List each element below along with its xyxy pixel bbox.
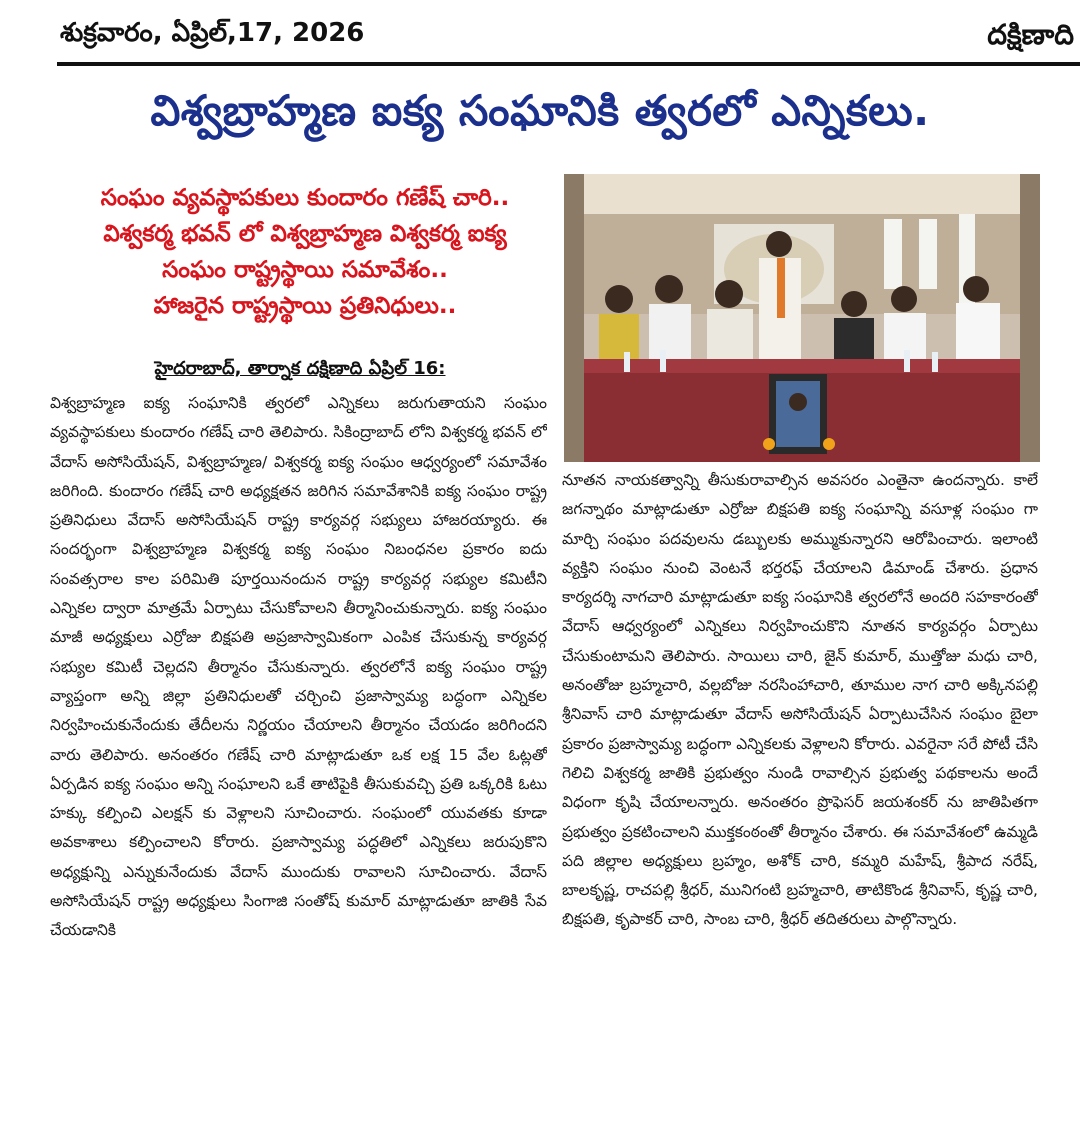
- dateline: హైదరాబాద్, తార్నాక దక్షిణాది ఏప్రిల్ 16:: [154, 358, 446, 379]
- subhead-line: విశ్వకర్మ భవన్ లో విశ్వబ్రాహ్మణ విశ్వకర్మ ఐక్య: [103, 221, 507, 247]
- article-column-left: విశ్వబ్రాహ్మణ ఐక్య సంఘానికి త్వరలో ఎన్నికలు జరుగుతాయని సంఘం వ్యవస్థాపకులు కుందారం గణేష్ చారి తెలిపారు. సికింద్రాబాద్ లోని విశ్వకర్మ భవన్ లో వేదాస్ అసోసియేషన్, విశ్వబ్రాహ్మణ/ విశ్వకర్మ ఐక్య సంఘం ఆధ్వర్యంలో సమావేశం జరిగింది. కుందారం గణేష్ చారి అధ్యక్షతన జరిగిన సమావేశానికి ఐక్య సంఘం రాష్ట్ర ప్రతినిధులు వేదాస్ అసోసియేషన్ రాష్ట్ర కార్యవర్గ సభ్యులు హాజరయ్యారు. ఈ సందర్భంగా విశ్వబ్రాహ్మణ విశ్వకర్మ ఐక్య సంఘం నిబంధనల ప్రకారం ఐదు సంవత్సరాల కాల పరిమితి పూర్తయినందున రాష్ట్ర కార్యవర్గ సభ్యుల కమిటీని ఎన్నికల ద్వారా మాత్రమే ఏర్పాటు చేసుకోవాలని తీర్మానించుకున్నారు. ఐక్య సంఘం మాజీ అధ్యక్షులు ఎర్రోజు బిక్షపతి అప్రజాస్వామికంగా ఎంపిక చేసుకున్న కార్యవర్గ సభ్యుల కమిటీ చెల్లదని తీర్మానం చేసుకున్నారు. త్వరలోనే ఐక్య సంఘం రాష్ట్ర వ్యాప్తంగా అన్ని జిల్లా ప్రతినిధులతో చర్చించి ప్రజాస్వామ్య బద్ధంగా ఎన్నికల నిర్వహించుకునేందుకు తేదీలను నిర్ణయం చేయాలని తీర్మానం చేయడం జరిగిందని వారు తెలిపారు. అనంతరం గణేష్ చారి మాట్లాడుతూ ఒక లక్ష 15 వేల ఓట్లతో ఏర్పడిన ఐక్య సంఘం అన్ని సంఘాలని ఒకే తాటిపైకి తీసుకువచ్చి ప్రతి ఒక్కరికి ఓటు హక్కు కల్పించి ఎలక్షన్ కు వెళ్లాలని సూచించారు. సంఘంలో యువతకు కూడా అవకాశాలు కల్పించాలని కోరారు. ప్రజాస్వామ్య పద్ధతిలో ఎన్నికలు జరుపుకొని అధ్యక్షున్ని ఎన్నుకునేందుకు వేదాస్ ముందుకు రావాలని సూచించారు. వేదాస్ అసోసియేషన్ రాష్ట్ర అధ్యక్షులు సింగాజి సంతోష్ కుమార్ మాట్లాడుతూ జాతికి సేవ చేయడానికి: [50, 394, 547, 940]
- newspaper-name: దక్షిణాది: [987, 18, 1074, 51]
- meeting-photo: [564, 174, 1040, 462]
- masthead: [60, 14, 1080, 60]
- subhead-line: సంఘం రాష్ట్రస్థాయి సమావేశం..: [162, 257, 448, 283]
- news-photo: [564, 174, 1040, 462]
- headline: విశ్వబ్రాహ్మణ ఐక్య సంఘానికి త్వరలో ఎన్నికలు.: [150, 86, 930, 135]
- subheads: [50, 180, 560, 324]
- masthead-rule: [57, 62, 1080, 66]
- article-column-right: నూతన నాయకత్వాన్ని తీసుకురావాల్సిన అవసరం ఎంతైనా ఉందన్నారు. కాలే జగన్నాథం మాట్లాడుతూ ఎర్రోజు బిక్షపతి ఐక్య సంఘాన్ని వసూళ్ల సంఘం గా మార్చి సంఘం పదవులను డబ్బులకు అమ్ముకున్నారని ఆరోపించారు. ఇలాంటి వ్యక్తిని సంఘం నుంచి వెంటనే భర్తరఫ్ చేయాలని డిమాండ్ చేశారు. ప్రధాన కార్యదర్శి నాగచారి మాట్లాడుతూ ఐక్య సంఘానికి త్వరలోనే అందరి సహకారంతో వేదాస్ ఆధ్వర్యంలో ఎన్నికలు నిర్వహించుకొని నూతన కార్యవర్గం ఏర్పాటు చేసుకుంటామని తెలిపారు. సాయిలు చారి, జైన్ కుమార్, ముత్తోజు మధు చారి, అనంతోజు బ్రహ్మచారి, వల్లబోజు నరసింహాచారి, తూముల నాగ చారి అక్కినపల్లి శ్రీనివాస్ చారి మాట్లాడుతూ వేదాస్ అసోసియేషన్ ఏర్పాటుచేసిన సంఘం బైలా ప్రకారం ప్రజాస్వామ్య బద్ధంగా ఎన్నికలకు వెళ్లాలని కోరారు. ఎవరైనా సరే పోటీ చేసి గెలిచి విశ్వకర్మ జాతికి ప్రభుత్వం నుండి రావాల్సిన ప్రభుత్వ పథకాలను అందే విధంగా కృషి చేయాలన్నారు. అనంతరం ప్రొఫెసర్ జయశంకర్ ను జాతిపితగా ప్రభుత్వం ప్రకటించాలని ముక్తకంఠంతో తీర్మానం చేశారు. ఈ సమావేశంలో ఉమ్మడి పది జిల్లాల అధ్యక్షులు బ్రహ్మం, అశోక్ చారి, కమ్మరి మహేష్, శ్రీపాద నరేష్, బాలకృష్ణ, రాచపల్లి శ్రీధర్, మునిగంటి బ్రహ్మచారి, తాటికొండ శ్రీనివాస్, కృష్ణ చారి, బిక్షపతి, కృపాకర్ చారి, సాంబ చారి, శ్రీధర్ తదితరులు పాల్గొన్నారు.: [562, 471, 1038, 929]
- subhead-line: హాజరైన రాష్ట్రస్థాయి ప్రతినిధులు..: [153, 293, 457, 319]
- subhead-line: సంఘం వ్యవస్థాపకులు కుందారం గణేష్ చారి..: [100, 185, 510, 211]
- issue-date: శుక్రవారం, ఏప్రిల్,17, 2026: [60, 18, 365, 48]
